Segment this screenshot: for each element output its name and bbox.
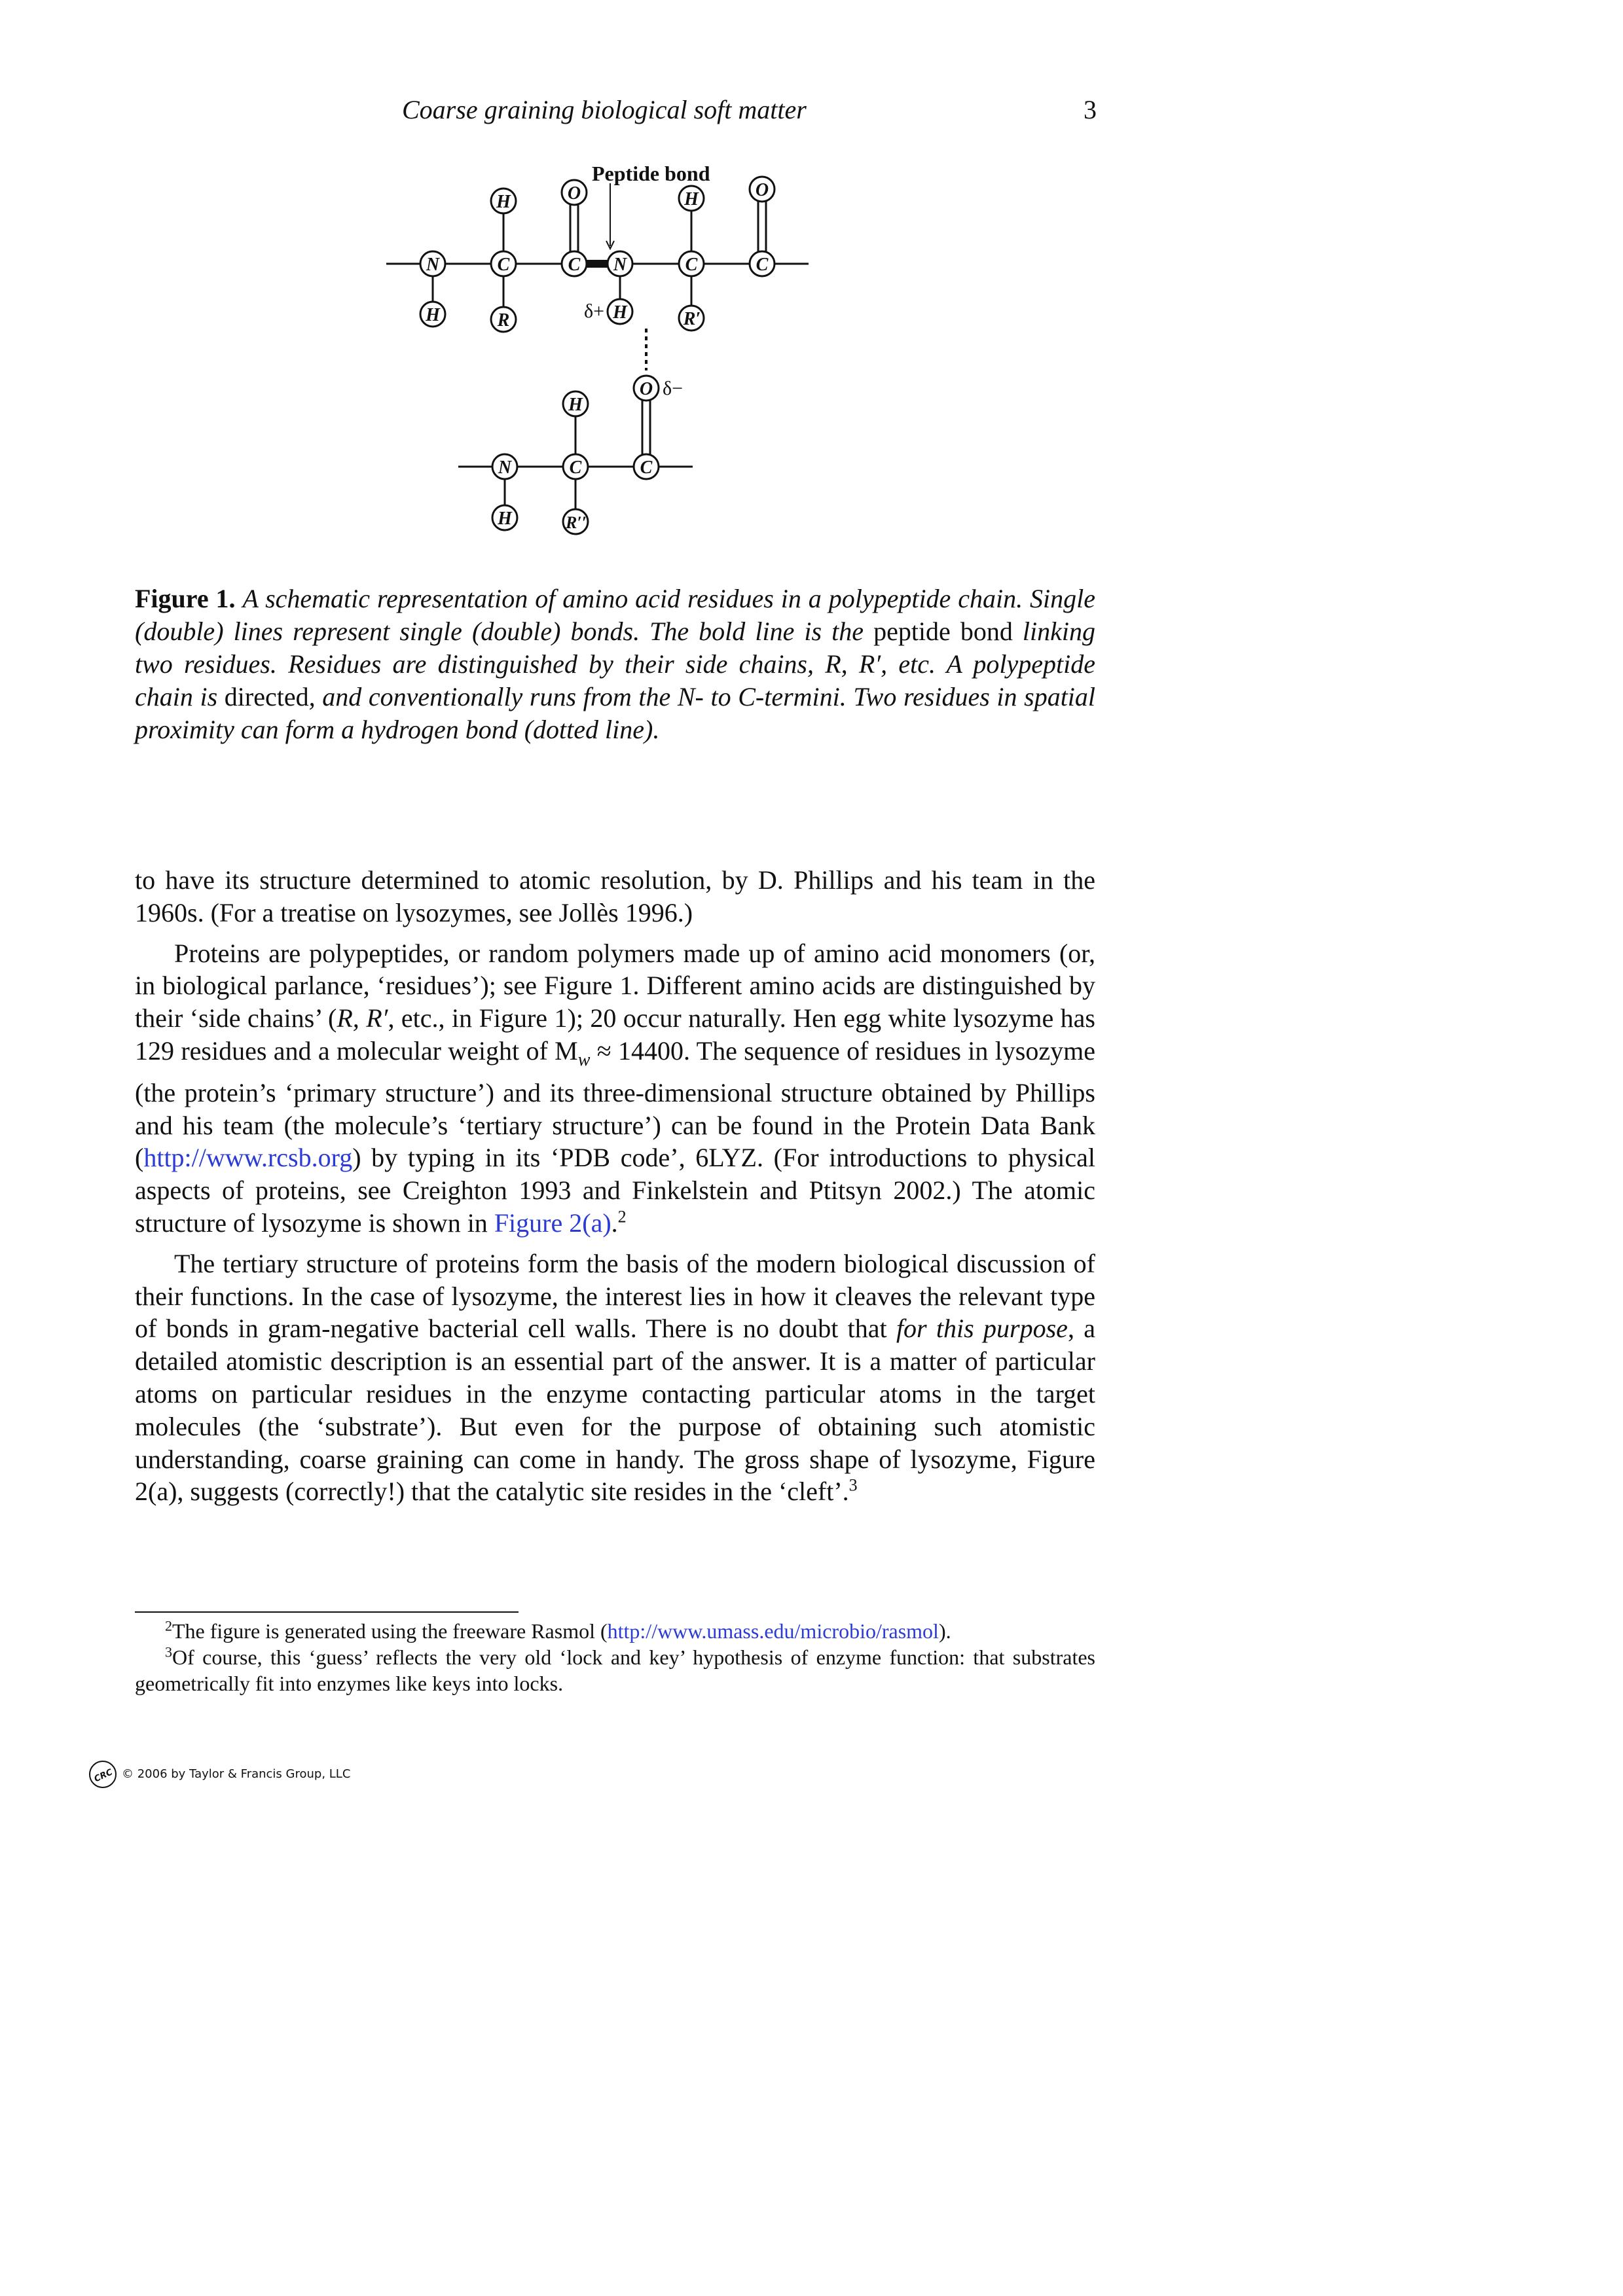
atom-label-o: O [567, 183, 581, 204]
atom-label-r: R [497, 310, 510, 331]
pdb-link[interactable]: http://www.rcsb.org [143, 1143, 353, 1173]
page-number: 3 [1084, 95, 1097, 124]
caption-label: Figure 1. [135, 584, 236, 613]
atom-label-c: C [568, 255, 581, 275]
atom-label-n: N [498, 457, 512, 478]
atom-label-r-prime: R′ [683, 309, 701, 329]
atom-label-c: C [685, 255, 698, 275]
body-text [135, 864, 1095, 1508]
atom-label-c: C [569, 457, 582, 478]
footnote-rule [135, 1611, 519, 1613]
footnote-ref: 2 [617, 1207, 627, 1227]
footnote-ref: 3 [848, 1476, 858, 1496]
copyright-notice: © 2006 by Taylor & Francis Group, LLC [122, 1767, 351, 1781]
figure-2a-link[interactable]: Figure 2(a) [494, 1208, 611, 1238]
rasmol-link[interactable]: http://www.umass.edu/microbio/rasmol [607, 1619, 939, 1643]
footnote-3: $^3$Of course, this ‘guess’ reflects the very old ‘lock and key’ hypothesis of enzyme function: that substrates geometrically fit into enzymes like keys into locks. [135, 1643, 1095, 1695]
atom-label-h: H [613, 302, 627, 323]
atom-label-r-double-prime: R′′ [566, 513, 587, 532]
paragraph: The tertiary structure of proteins form the basis of the modern biological discussion of their functions. In the case of lysozyme, the interest lies in how it cleaves the relevant type of bonds in gram-negative bacterial cell walls. There is no doubt that for this purpose, a detailed atomistic description is an essential part of the answer. It is a matter of particular atoms on particular residues in the enzyme contacting particular atoms in the target molecules (the ‘substrate’). But even for the purpose of obtaining such atomistic understanding, coarse graining can come in handy. The gross shape of lysozyme, Figure 2(a), suggests (correctly!) that the catalytic site resides in the ‘cleft’.$^3$ [135, 1248, 1096, 1507]
atom-label-c: C [756, 255, 769, 275]
paragraph: Proteins are polypeptides, or random polymers made up of amino acid monomers (or, in biological parlance, ‘residues’); see Figure 1. Different amino acids are distinguished by their ‘side chains’ (R, R′, etc., in Figure 1); 20 occur naturally. Hen egg white lysozyme has 129 residues and a molecular weight of $M_w \approx 14400$. The sequence of residues in lysozyme (the protein’s ‘primary structure’) and its three-dimensional structure obtained by Phillips and his team (the molecule’s ‘tertiary structure’) can be found in the Protein Data Bank (http://www.rcsb.org) by typing in its ‘PDB code’, 6LYZ. (For introductions to physical aspects of proteins, see Creighton 1993 and Finkelstein and Ptitsyn 2002.) The atomic structure of lysozyme is shown in Figure 2(a).$^2$ [135, 938, 1095, 1238]
paragraph: to have its structure determined to atomic resolution, by D. Phillips and his team in the 1960s. (For a treatise on lysozymes, see Jollès 1996.) [135, 865, 1095, 927]
delta-plus-label: δ+ [584, 300, 605, 322]
running-title: Coarse graining biological soft matter [402, 95, 807, 124]
svg-text:CRC: CRC [92, 1767, 115, 1785]
peptide-bond-callout: Peptide bond [592, 162, 710, 185]
polypeptide-diagram [367, 157, 864, 563]
atom-label-h: H [426, 305, 440, 325]
figure-caption: Figure 1. A schematic representation of amino acid residues in a polypeptide chain. Single (double) lines represent single (double) bonds. The bold line is the peptide bond linking two residues. Residues are distinguished by their side chains, R, R′, etc. A polypeptide chain is directed, and conventionally runs from the N- to C-termini. Two residues in spatial proximity can form a hydrogen bond (dotted line). [135, 584, 1096, 744]
atom-label-h: H [568, 395, 583, 415]
atom-label-n: N [426, 255, 440, 275]
atom-label-o: O [755, 180, 769, 200]
footnote-2: $^2$The figure is generated using the freeware Rasmol (http://www.umass.edu/microbio/rasmol). [165, 1617, 951, 1643]
crc-logo [88, 1759, 118, 1789]
delta-minus-label: δ− [663, 378, 684, 399]
atom-label-h: H [684, 189, 699, 209]
atom-label-o: O [639, 379, 653, 399]
atom-label-h: H [498, 509, 512, 529]
atom-label-n: N [613, 255, 627, 275]
atom-label-h: H [496, 192, 511, 212]
atom-label-c: C [497, 255, 510, 275]
atom-label-c: C [640, 457, 653, 478]
